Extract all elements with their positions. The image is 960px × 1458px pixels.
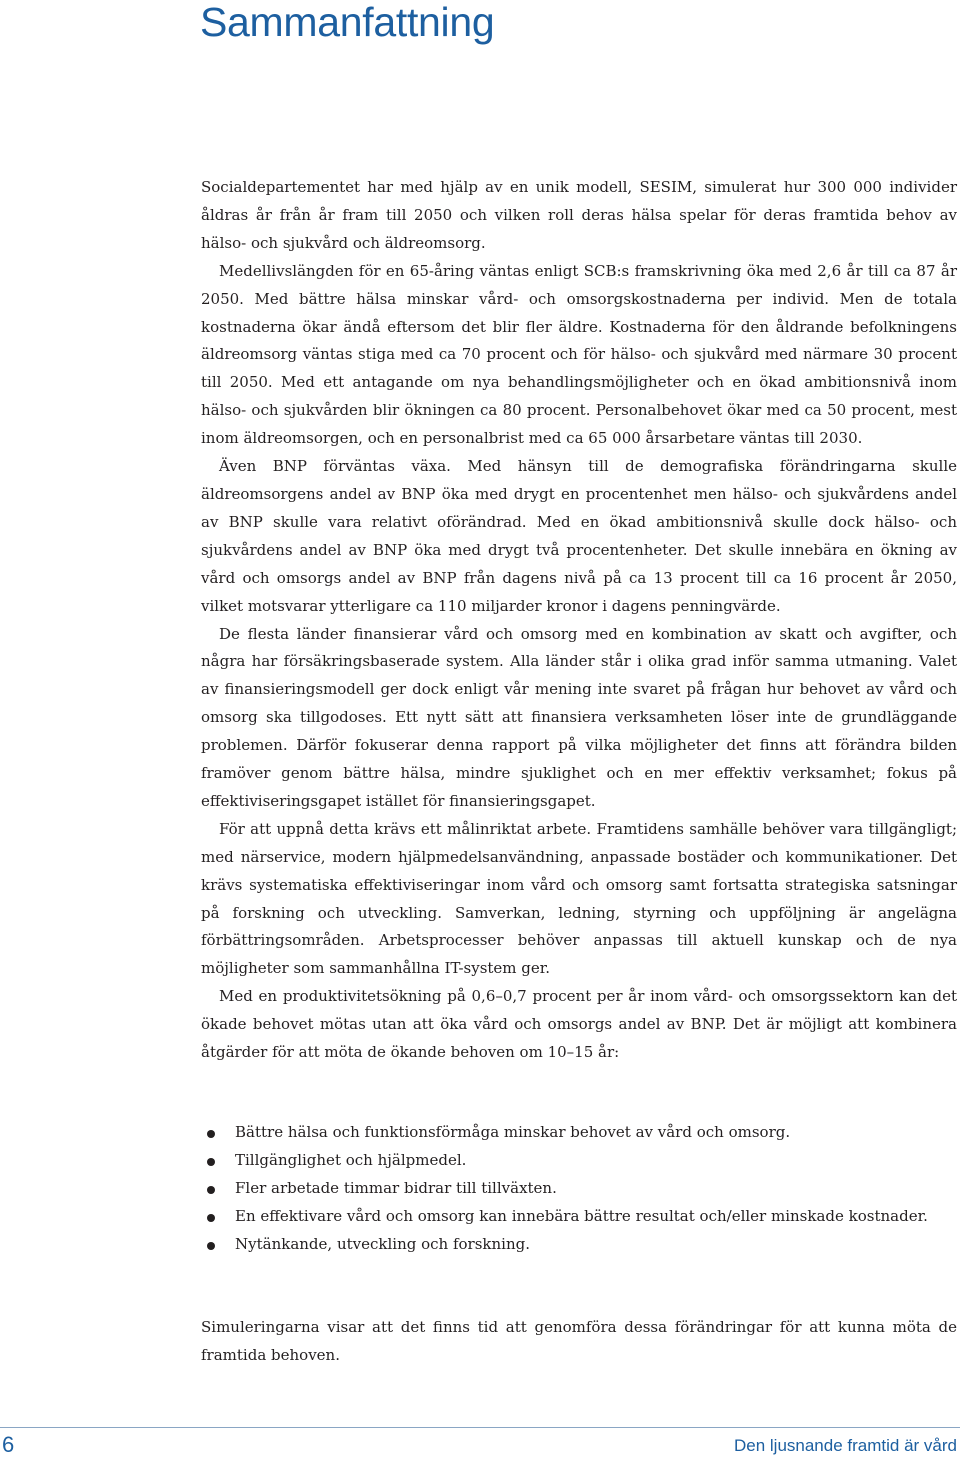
list-item xyxy=(201,1231,957,1259)
list-item xyxy=(201,1119,957,1147)
list-item-text: Nytänkande, utveckling och forskning. xyxy=(235,1234,530,1253)
bullet-dot-icon xyxy=(207,1158,215,1166)
running-footer-title: Den ljusnande framtid är vård xyxy=(733,1436,957,1455)
list-item-text: Fler arbetade timmar bidrar till tillväxten. xyxy=(235,1178,557,1197)
page-number: 6 xyxy=(2,1432,15,1457)
body-text xyxy=(201,174,957,1067)
footer-divider xyxy=(0,1427,960,1428)
paragraph-gdp: Även BNP förväntas växa. Med hänsyn till de demografiska förändringarna skulle äldreomsorgens andel av BNP öka med drygt en procentenhet men hälso- och sjukvårdens andel av BNP skulle vara relativt oförändrad. Med en ökad ambitionsnivå skulle dock hälso- och sjukvårdens andel av BNP öka med drygt två procentenheter. Det skulle innebära en ökning av vård och omsorgs andel av BNP från dagens nivå på ca 13 procent till ca 16 procent år 2050, vilket motsvarar ytterligare ca 110 miljarder kronor i dagens penningvärde. xyxy=(201,457,957,615)
paragraph-intro: Socialdepartementet har med hjälp av en unik modell, SESIM, simulerat hur 300 000 individer åldras år från år fram till 2050 och vilken roll deras hälsa spelar för deras framtida behov av hälso- och sjukvård och äldreomsorg. xyxy=(201,178,957,252)
page-title: Sammanfattning xyxy=(200,0,495,45)
bullet-dot-icon xyxy=(207,1242,215,1250)
measures-bullet-list xyxy=(201,1119,957,1259)
closing-paragraph: Simuleringarna visar att det finns tid att genomföra dessa förändringar för att kunna möta de framtida behoven. xyxy=(201,1318,957,1364)
bullet-dot-icon xyxy=(207,1186,215,1194)
paragraph-productivity: Med en produktivitetsökning på 0,6–0,7 procent per år inom vård- och omsorgssektorn kan det ökade behovet mötas utan att öka vård och omsorgs andel av BNP. Det är möjligt att kombinera åtgärder för att möta de ökande behoven om 10–15 år: xyxy=(201,987,957,1062)
paragraph-goal-oriented-work: För att uppnå detta krävs ett målinriktat arbete. Framtidens samhälle behöver vara tillgängligt; med närservice, modern hjälpmedelsanvändning, anpassade bostäder och kommunikationer. Det krävs systematiska effektiviseringar inom vård och omsorg samt fortsatta strategiska satsningar på forskning och utveckling. Samverkan, ledning, styrning och uppföljning är angelägna förbättringsområden. Arbetsprocesser behöver anpassas till aktuell kunskap och de nya möjligheter som sammanhållna IT-system ger. xyxy=(201,819,957,978)
list-item-text: En effektivare vård och omsorg kan innebära bättre resultat och/eller minskade kostnader. xyxy=(235,1206,928,1225)
list-item-text: Bättre hälsa och funktionsförmåga minskar behovet av vård och omsorg. xyxy=(235,1123,791,1141)
bullet-dot-icon xyxy=(207,1130,215,1138)
bullet-dot-icon xyxy=(207,1214,215,1222)
list-item xyxy=(201,1203,957,1231)
paragraph-financing: De flesta länder finansierar vård och omsorg med en kombination av skatt och avgifter, och några har försäkringsbaserade system. Alla länder står i olika grad inför samma utmaning. Valet av finansieringsmodell ger dock enligt vår mening inte svaret på frågan hur behovet av vård och omsorg ska tillgodoses. Ett nytt sätt att finansiera verksamheten löser inte de grundläggande problemen. Därför fokuserar denna rapport på vilka möjligheter det finns att förändra bilden framöver genom bättre hälsa, mindre sjuklighet och en mer effektiv verksamhet; fokus på effektiviseringsgapet istället för finansieringsgapet. xyxy=(201,624,957,810)
list-item xyxy=(201,1175,957,1203)
paragraph-life-expectancy: Medellivslängden för en 65-åring väntas enligt SCB:s framskrivning öka med 2,6 år till ca 87 år 2050. Med bättre hälsa minskar vård- och omsorgskostnaderna per individ. Men de totala kostnaderna ökar ändå eftersom det blir fler äldre. Kostnaderna för den åldrande befolkningens äldreomsorg väntas stiga med ca 70 procent och för hälso- och sjukvård med närmare 30 procent till 2050. Med ett antagande om nya behandlingsmöjligheter och en ökad ambitionsnivå inom hälso- och sjukvården blir ökningen ca 80 procent. Personalbehovet ökar med ca 50 procent, mest inom äldreomsorgen, och en personalbrist med ca 65 000 årsarbetare väntas till 2030. xyxy=(201,261,957,448)
list-item-text: Tillgänglighet och hjälpmedel. xyxy=(235,1150,467,1169)
list-item xyxy=(201,1147,957,1175)
